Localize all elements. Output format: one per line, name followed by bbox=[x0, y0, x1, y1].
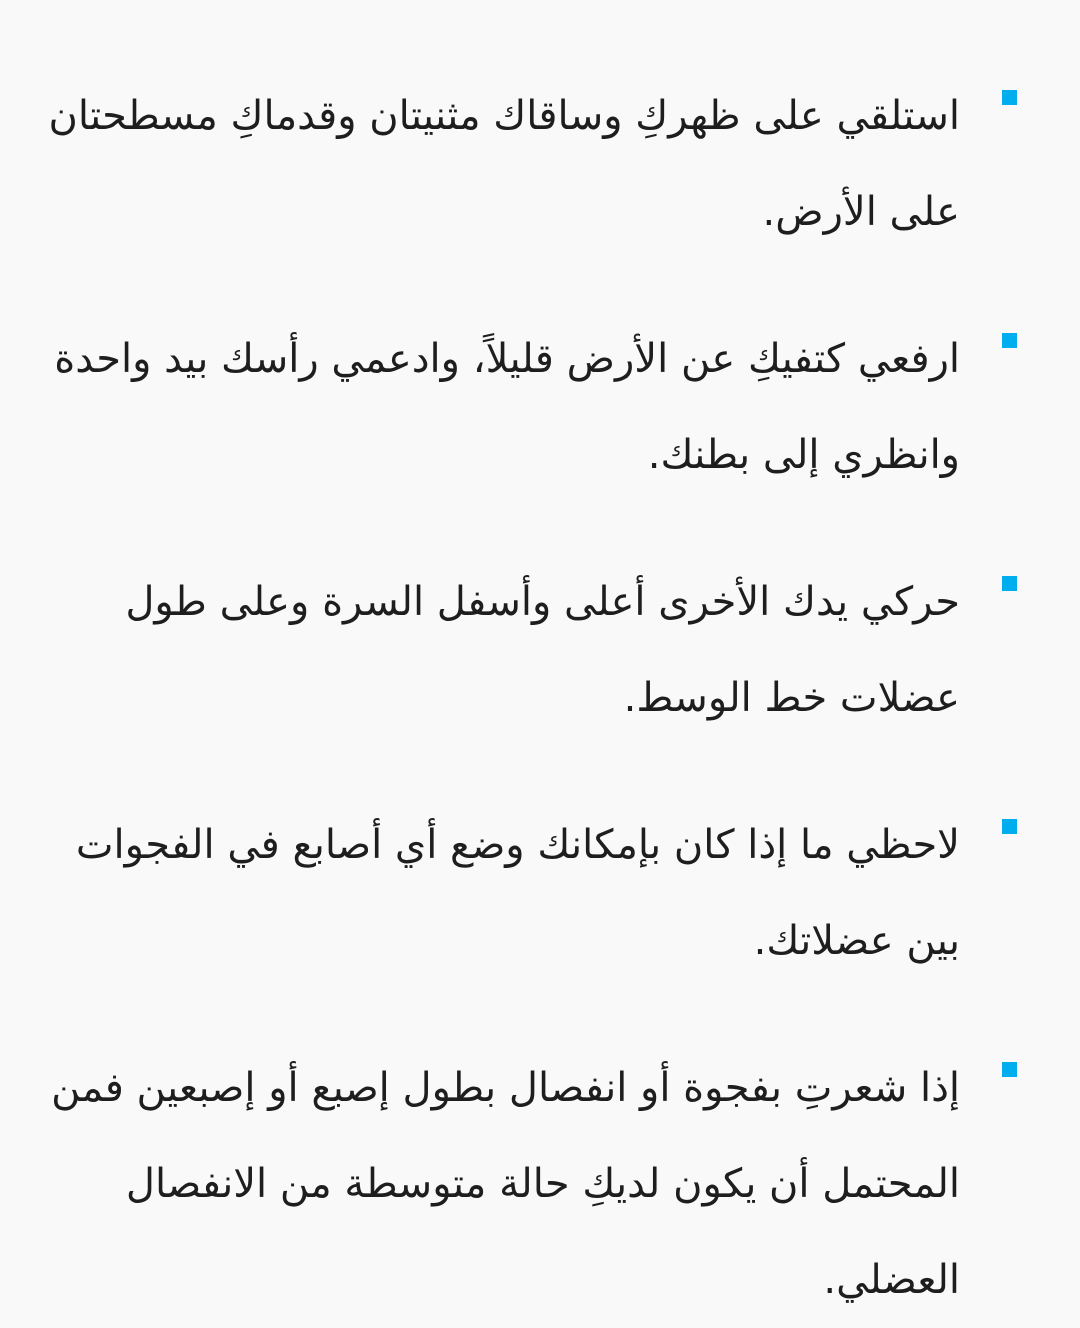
list-item bbox=[40, 311, 1035, 503]
list-item-text: لاحظي ما إذا كان بإمكانك وضع أي أصابع في الفجوات بين عضلاتك. bbox=[75, 822, 960, 964]
list-item bbox=[40, 554, 1035, 746]
list-item-text: ارفعي كتفيكِ عن الأرض قليلاً، وادعمي رأسك بيد واحدة وانظري إلى بطنك. bbox=[54, 336, 960, 478]
square-bullet-icon bbox=[1002, 1062, 1017, 1077]
square-bullet-icon bbox=[1002, 819, 1017, 834]
list-item-text: إذا شعرتِ بفجوة أو انفصال بطول إصبع أو إصبعين فمن المحتمل أن يكون لديكِ حالة متوسطة من الانفصال العضلي. bbox=[51, 1065, 960, 1303]
list-item bbox=[40, 797, 1035, 989]
square-bullet-icon bbox=[1002, 576, 1017, 591]
list-item bbox=[40, 68, 1035, 260]
list-item-text: استلقي على ظهركِ وساقاك مثنيتان وقدماكِ مسطحتان على الأرض. bbox=[48, 93, 960, 235]
list-item-text: حركي يدك الأخرى أعلى وأسفل السرة وعلى طول عضلات خط الوسط. bbox=[125, 579, 960, 721]
square-bullet-icon bbox=[1002, 333, 1017, 348]
square-bullet-icon bbox=[1002, 90, 1017, 105]
instruction-list bbox=[40, 68, 1035, 1328]
list-item bbox=[40, 1040, 1035, 1328]
